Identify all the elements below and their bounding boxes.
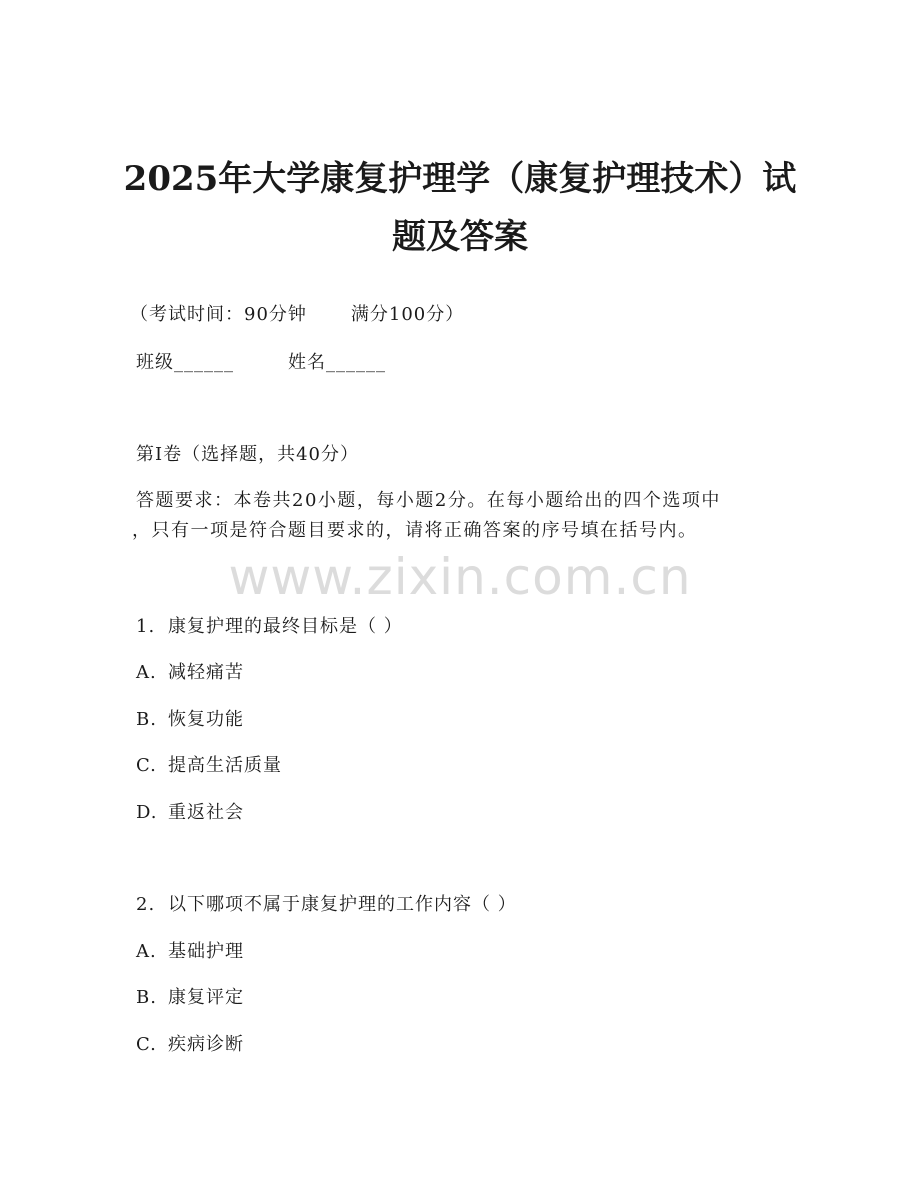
full-score: 满分100分） <box>350 304 465 325</box>
option-key: C. <box>136 755 157 776</box>
title-line-1: 2025年大学康复护理学（康复护理技术）试 <box>123 159 797 199</box>
option-text: 基础护理 <box>168 941 244 962</box>
option-key: A. <box>136 941 157 962</box>
watermark: www.zixin.com.cn <box>228 548 692 606</box>
question-1-option-b <box>136 705 244 731</box>
option-key: C. <box>136 1034 157 1055</box>
option-text: 减轻痛苦 <box>168 662 244 683</box>
requirements-line-1: 答题要求：本卷共20小题，每小题2分。在每小题给出的四个选项中 <box>136 490 721 511</box>
question-number: 2. <box>136 894 156 915</box>
question-1-option-c <box>136 751 282 777</box>
question-1-stem <box>136 612 403 638</box>
option-text: 提高生活质量 <box>168 755 282 776</box>
question-2-stem <box>136 890 517 916</box>
question-1-option-d <box>136 798 244 824</box>
exam-info <box>130 300 464 326</box>
option-text: 康复评定 <box>168 987 244 1008</box>
student-info <box>136 348 386 374</box>
option-text: 重返社会 <box>168 802 244 823</box>
document-title <box>120 150 800 266</box>
question-1-option-a <box>136 658 244 684</box>
question-2-option-a <box>136 937 244 963</box>
question-2-option-b <box>136 983 244 1009</box>
question-2-option-c <box>136 1030 244 1056</box>
section-heading: 第I卷（选择题，共40分） <box>136 444 360 465</box>
option-text: 恢复功能 <box>168 709 244 730</box>
question-number: 1. <box>136 616 156 637</box>
name-field: 姓名______ <box>288 352 386 373</box>
option-key: D. <box>136 802 158 823</box>
option-text: 疾病诊断 <box>168 1034 244 1055</box>
title-line-2: 题及答案 <box>392 217 528 257</box>
class-field: 班级______ <box>136 352 234 373</box>
option-key: B. <box>136 709 157 730</box>
option-key: A. <box>136 662 157 683</box>
question-text: 康复护理的最终目标是（ ） <box>168 616 403 637</box>
option-key: B. <box>136 987 157 1008</box>
requirements-line-2: ，只有一项是符合题目要求的，请将正确答案的序号填在括号内。 <box>132 520 698 541</box>
exam-time: （考试时间：90分钟 <box>130 304 307 325</box>
question-text: 以下哪项不属于康复护理的工作内容（ ） <box>168 894 517 915</box>
answer-requirements <box>132 486 796 546</box>
